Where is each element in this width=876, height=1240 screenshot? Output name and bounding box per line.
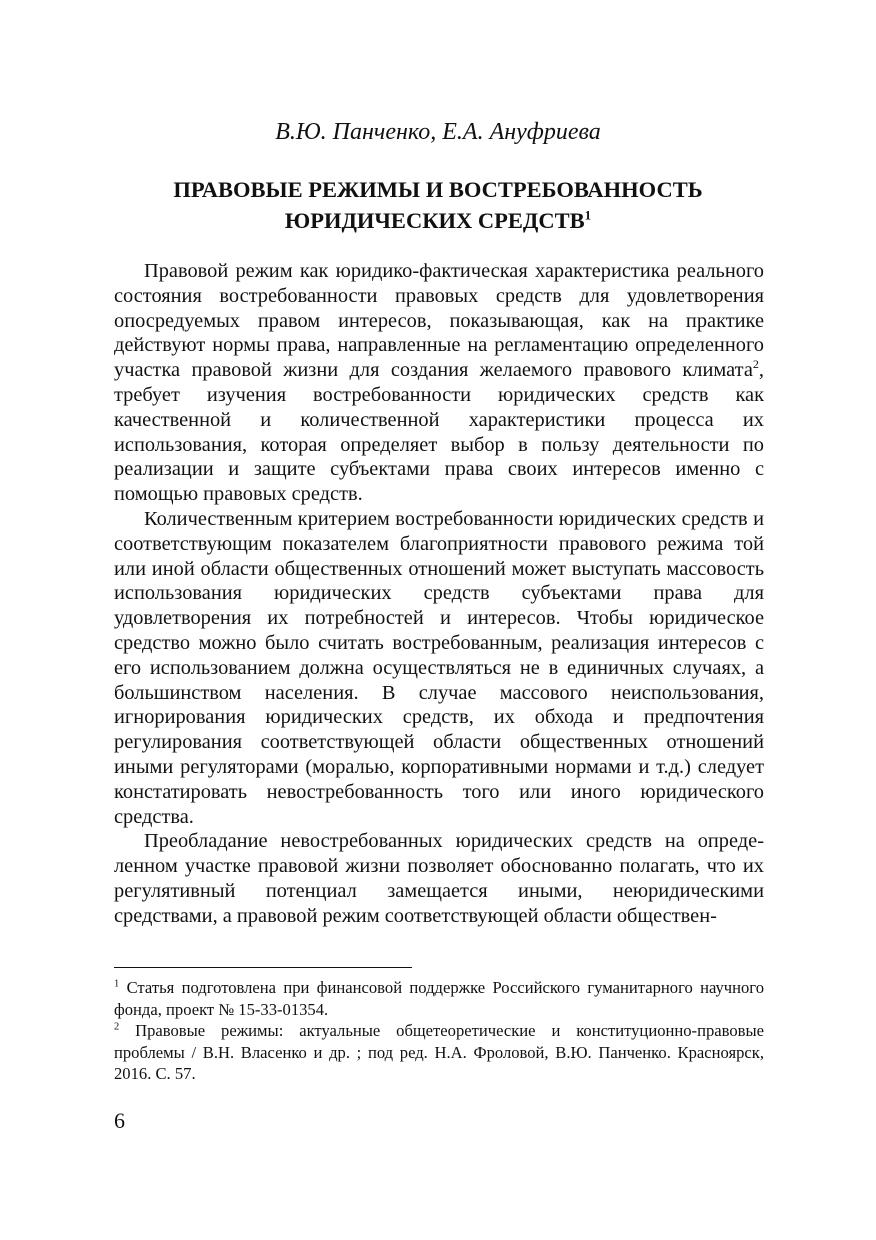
footnote-separator <box>114 967 412 968</box>
footnote-2 <box>114 1020 764 1085</box>
title-line-2: ЮРИДИЧЕСКИХ СРЕДСТВ <box>284 208 585 233</box>
paragraph-1-text-a: Правовой режим как юридико-фактическая характеристика реального состояния востребованности правовых средств для удовлетворения опосредуемых правом интересов, показывающая, как на практике действуют нормы права, направленные на регламентацию определенного участка правовой жизни для создания желаемого правового климата <box>114 260 764 382</box>
paragraph-1-footnote-mark[interactable]: 2 <box>752 357 759 372</box>
article-body <box>114 259 764 929</box>
paragraph-3: Преобладание невостребованных юридических средств на определенном участке правовой жизни позволяет обоснованно полагать, что их регулятивный потенциал замещается иными, неюридическими средствами, а правовой режим соответствующей области обществен- <box>114 830 764 927</box>
footnote-2-mark: 2 <box>114 1021 120 1033</box>
footnote-2-text: Правовые режимы: актуальные общетеоретические и конституционно-правовые проблемы / В.Н. Власенко и др. ; под ред. Н.А. Фроловой, В.Ю. Панченко. Красноярск, 2016. С. 57. <box>114 1021 764 1084</box>
article-title <box>110 174 766 236</box>
title-footnote-mark[interactable]: 1 <box>584 207 592 223</box>
title-line-1: ПРАВОВЫЕ РЕЖИМЫ И ВОСТРЕБОВАННОСТЬ <box>173 177 703 202</box>
paragraph-1 <box>114 259 764 507</box>
paragraph-1-text-b: , требует изучения востребованности юридических средств как качественной и количественной характеристики процесса их использования, которая определяет выбор в пользу деятельности по реализации и защите субъектами права своих интересов именно с помощью правовых средств. <box>114 359 764 506</box>
article-authors: В.Ю. Панченко, Е.А. Ануфриева <box>275 119 601 145</box>
footnote-1 <box>114 977 764 1020</box>
page-number: 6 <box>114 1108 125 1133</box>
paragraph-2: Количественным критерием востребованности юридических средств и соответствующим показателем благоприятности правового режима той или иной области общественных отношений может выступать массовость использования юридических средств субъектами права для удовлетворения их потребностей и интересов. Чтобы юридическое средство можно было считать востребованным, реализация интересов с его использованием должна осуществляться не в единичных случаях, а большинством населения. В случае массового неиспользования, игнорирования юридических средств, их обхода и предпочтения регулирования соответствующей области общественных отношений иными регуляторами (моралью, корпоративными нормами и т.д.) следует констатировать невостребованность того или иного юридического средства. <box>114 507 764 828</box>
footnotes <box>114 977 764 1085</box>
footnote-1-mark: 1 <box>114 978 120 990</box>
footnote-1-text: Статья подготовлена при финансовой поддержке Российского гуманитарного научного фонда, проект № 15-33-01354. <box>114 978 764 1019</box>
